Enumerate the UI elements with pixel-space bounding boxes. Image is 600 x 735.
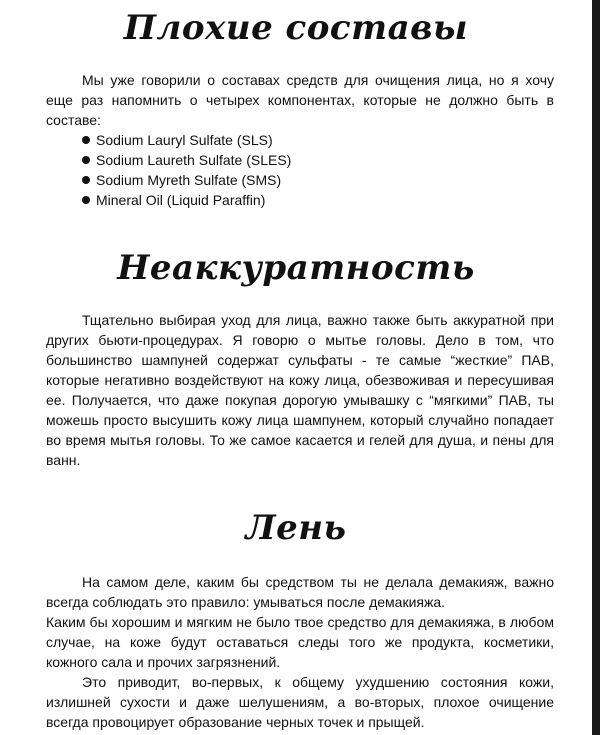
laziness-paragraph-2: Каким бы хорошим и мягким не было твое средство для демакияжа, в любом случае, на коже будут оставаться следы того же продукта, косметики, кожного сала и прочих загрязнений. bbox=[46, 614, 554, 670]
laziness-paragraph-1: На самом деле, каким бы средством ты не делала демакияж, важно всегда соблюдать это правило: умываться после демакияжа. bbox=[46, 574, 554, 610]
intro-paragraph: Мы уже говорили о составах средств для очищения лица, но я хочу еще раз напомнить о четырех компонентах, которые не должно быть в составе: bbox=[46, 72, 554, 128]
list-item: Mineral Oil (Liquid Paraffin) bbox=[82, 190, 554, 210]
page-edge-border bbox=[592, 0, 600, 735]
heading-carelessness: Неаккуратность bbox=[117, 248, 475, 288]
section-bad-ingredients bbox=[46, 70, 554, 210]
list-item: Sodium Myreth Sulfate (SMS) bbox=[82, 170, 554, 190]
section-carelessness bbox=[46, 310, 554, 470]
list-item: Sodium Laureth Sulfate (SLES) bbox=[82, 150, 554, 170]
list-item: Sodium Lauryl Sulfate (SLS) bbox=[82, 130, 554, 150]
carelessness-paragraph: Тщательно выбирая уход для лица, важно также быть аккуратной при других бьюти-процедурах. Я говорю о мытье головы. Дело в том, что большинство шампуней содержат сульфаты - те самые “жесткие” ПАВ, которые негативно воздействуют на кожу лица, обезвоживая и пересушивая ее. Получается, что даже покупая дорогую умывашку с “мягкими” ПАВ, ты можешь просто высушить кожу лица шампунем, который случайно попадает во время мытья головы. То же самое касается и гелей для душа, и пены для ванн. bbox=[46, 312, 554, 468]
laziness-paragraph-3: Это приводит, во-первых, к общему ухудшению состояния кожи, излишней сухости и даже шелушениям, а во-вторых, плохое очищение всегда провоцирует образование черных точек и прыщей. bbox=[46, 674, 554, 730]
heading-laziness: Лень bbox=[245, 508, 347, 548]
heading-bad-ingredients: Плохие составы bbox=[123, 8, 469, 48]
ingredient-list bbox=[46, 130, 554, 210]
section-laziness bbox=[46, 572, 554, 732]
